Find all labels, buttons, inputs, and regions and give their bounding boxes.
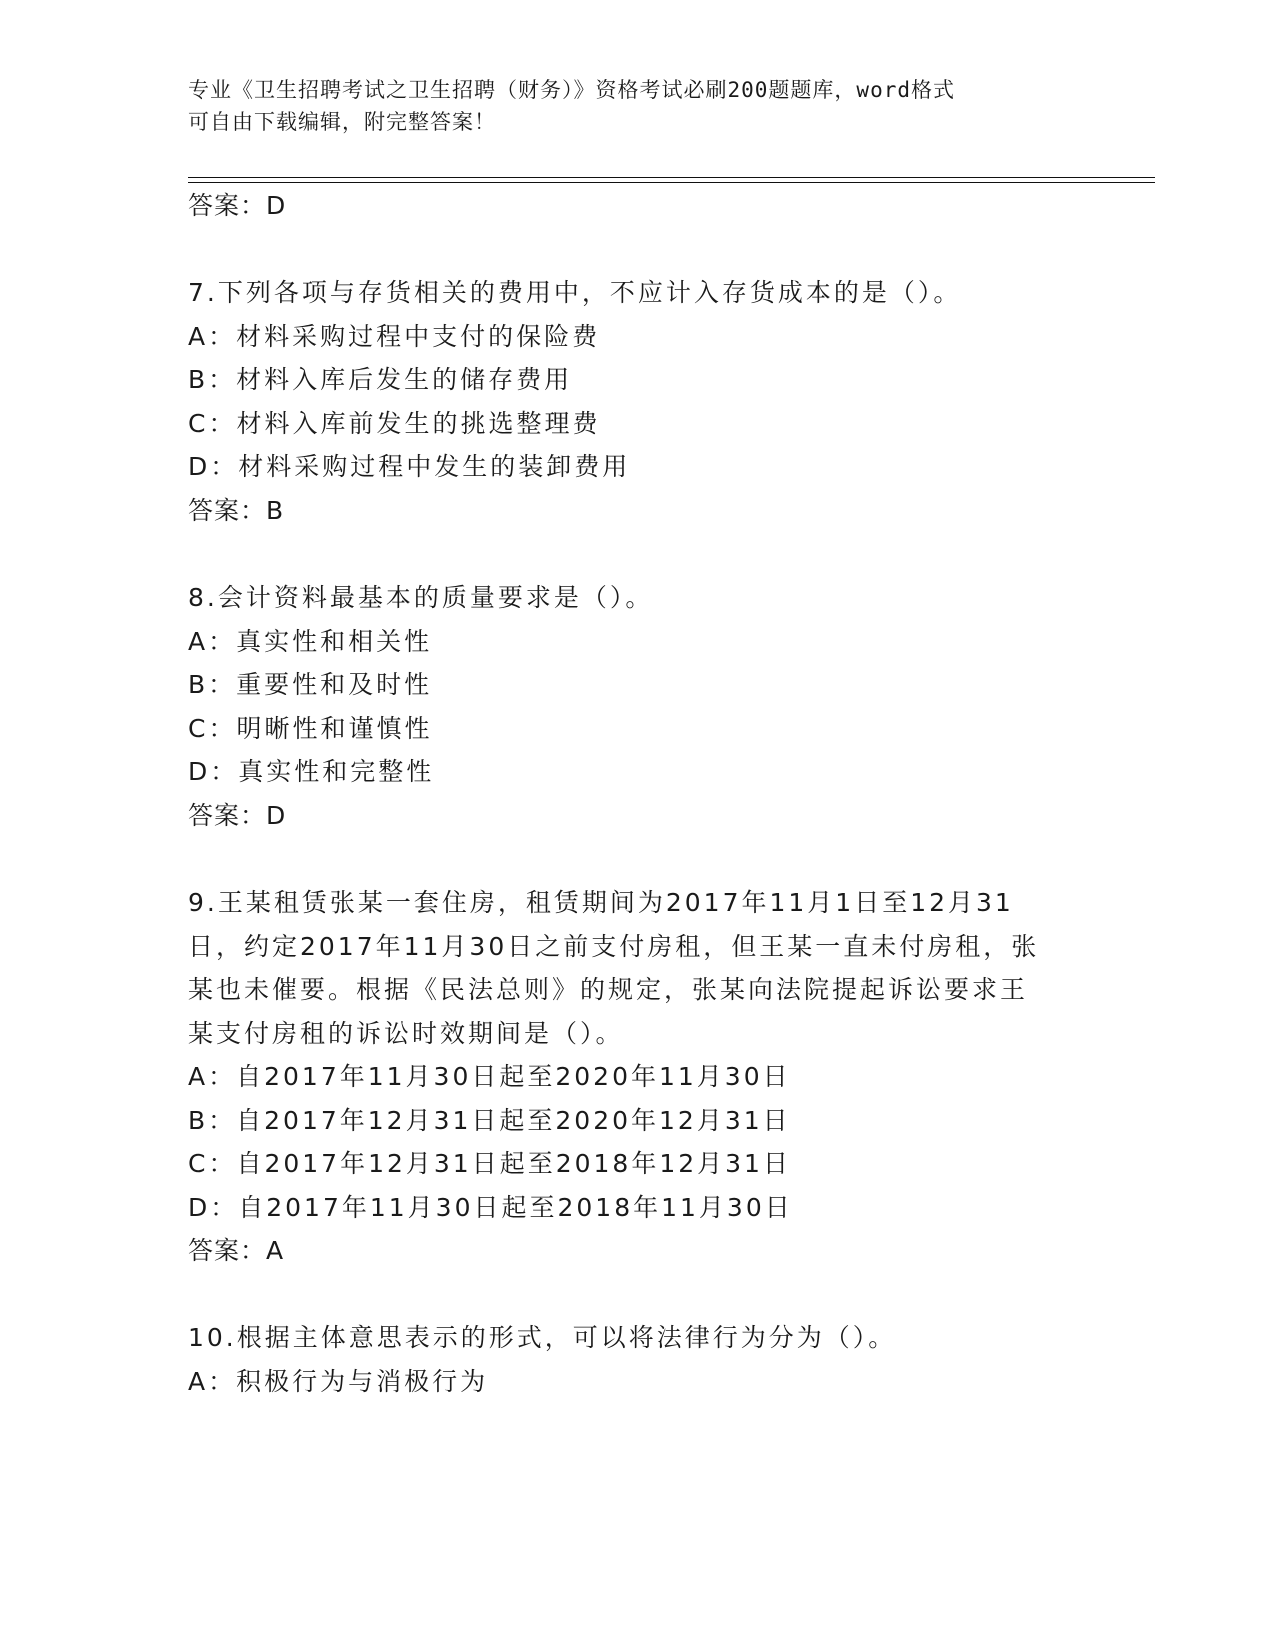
question-8-option-d: D：真实性和完整性 — [188, 757, 435, 786]
header-line-2: 可自由下载编辑，附完整答案！ — [188, 110, 496, 134]
question-9-line-2: 日，约定2017年11月30日之前支付房租，但王某一直未付房租，张 — [188, 932, 1040, 961]
question-9-option-b: B：自2017年12月31日起至2020年12月31日 — [188, 1106, 791, 1135]
question-8-option-b: B：重要性和及时性 — [188, 670, 433, 699]
question-10-option-a: A：积极行为与消极行为 — [188, 1367, 489, 1396]
question-7: 7.下列各项与存货相关的费用中，不应计入存货成本的是（）。 — [188, 278, 962, 307]
question-8-answer: 答案：D — [188, 801, 287, 830]
question-7-option-c: C：材料入库前发生的挑选整理费 — [188, 409, 601, 438]
header-line-1: 专业《卫生招聘考试之卫生招聘（财务）》资格考试必刷200题题库，word格式 — [188, 78, 955, 102]
question-7-option-b: B：材料入库后发生的储存费用 — [188, 365, 573, 394]
question-9-line-4: 某支付房租的诉讼时效期间是（）。 — [188, 1019, 624, 1048]
question-7-answer: 答案：B — [188, 496, 285, 525]
question-8-option-a: A：真实性和相关性 — [188, 627, 433, 656]
question-9-option-a: A：自2017年11月30日起至2020年11月30日 — [188, 1062, 791, 1091]
answer-previous: 答案：D — [188, 191, 287, 220]
question-8-option-c: C：明晰性和谨慎性 — [188, 714, 433, 743]
question-7-option-a: A：材料采购过程中支付的保险费 — [188, 322, 601, 351]
question-9-option-d: D：自2017年11月30日起至2018年11月30日 — [188, 1193, 793, 1222]
document-header — [188, 74, 1088, 138]
question-8: 8.会计资料最基本的质量要求是（）。 — [188, 583, 654, 612]
question-9-line-1: 9.王某租赁张某一套住房，租赁期间为2017年11月1日至12月31 — [188, 888, 1014, 917]
question-10: 10.根据主体意思表示的形式，可以将法律行为分为（）。 — [188, 1323, 897, 1352]
question-7-option-d: D：材料采购过程中发生的装卸费用 — [188, 452, 631, 481]
header-divider-bottom — [188, 182, 1155, 183]
question-9-answer: 答案：A — [188, 1236, 285, 1265]
question-9-line-3: 某也未催要。根据《民法总则》的规定，张某向法院提起诉讼要求王 — [188, 975, 1029, 1004]
question-9-option-c: C：自2017年12月31日起至2018年12月31日 — [188, 1149, 791, 1178]
header-divider-top — [188, 177, 1155, 178]
